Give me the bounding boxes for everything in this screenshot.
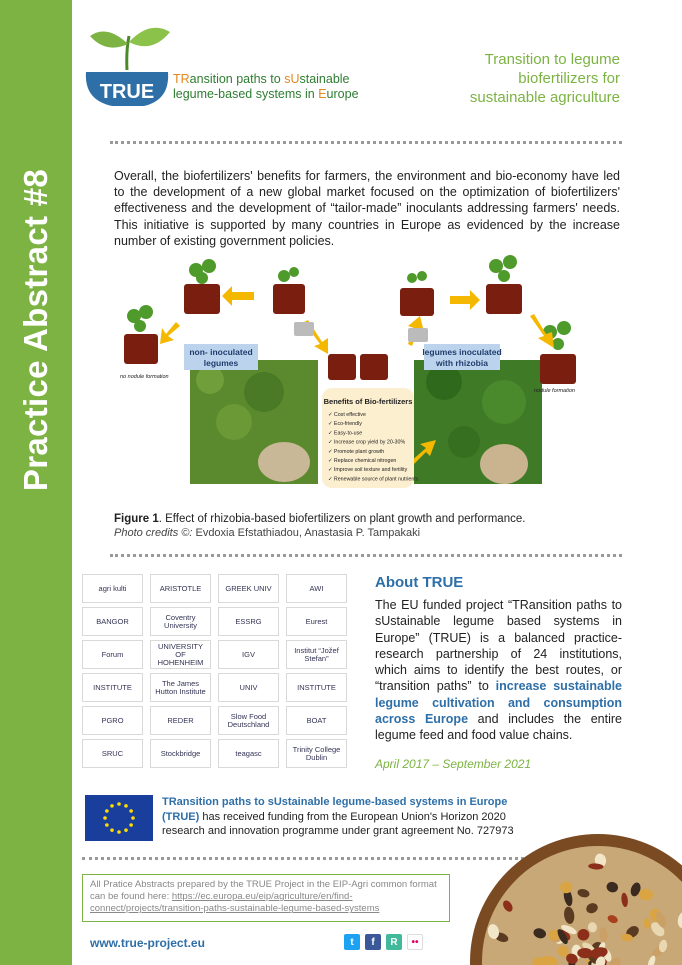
pot (124, 334, 158, 364)
eu-star (131, 816, 135, 820)
svg-text:Benefits of Bio-fertilizers: Benefits of Bio-fertilizers (323, 397, 413, 406)
eu-star (110, 804, 114, 808)
partner-logo: ESSRG (218, 607, 279, 636)
figure-caption: Figure 1. Effect of rhizobia-based biofertilizers on plant growth and performance. (114, 513, 526, 525)
partner-logo: teagasc (218, 739, 279, 768)
benefit-item: ✓ Promote plant growth (328, 448, 385, 455)
benefit-item: ✓ Increase crop yield by 20-30% (328, 439, 406, 446)
partner-logo: GREEK UNIV (218, 574, 279, 603)
benefit-item: ✓ Improve soil texture and fertility (328, 467, 408, 474)
svg-text:legumes inoculated: legumes inoculated (422, 347, 502, 357)
eu-star (124, 804, 128, 808)
partner-logo: INSTITUTE (286, 673, 347, 702)
svg-text:legumes: legumes (203, 358, 239, 368)
photo-credits: Photo credits ©: Evdoxia Efstathiadou, Anastasia P. Tampakaki (114, 527, 421, 539)
pot (400, 288, 434, 316)
partner-logo: SRUC (82, 739, 143, 768)
benefit-item: ✓ Eco-friendly (328, 421, 362, 428)
benefit-item: ✓ Renewable source of plant nutrients (328, 476, 419, 483)
funding-statement: TRansition paths to sUstainable legume-based systems in Europe (TRUE) has received funding from the European Union's Horizon 2020 research and innovation programme under grant agreement No. 727973 (162, 796, 514, 837)
partner-logo: Forum (82, 640, 143, 669)
eu-star (117, 830, 121, 834)
eu-star (124, 828, 128, 832)
partner-logo: agri kulti (82, 574, 143, 603)
pot (360, 354, 388, 380)
partner-logo: UNIV (218, 673, 279, 702)
intro-paragraph: Overall, the biofertilizers' benefits for farmers, the environment and bio-economy have led to the development of a new global market focused on the optimization of biofertilizers' effectiveness and the development of “tailor-made” inoculants addressing farmers' needs. This initiative is supported by many countries in Europe as evidenced by the increase number of existing government policies. (114, 169, 620, 248)
eu-flag-icon (85, 795, 153, 841)
benefit-item: ✓ Cost effective (328, 412, 366, 418)
partner-logo: ARISTOTLE (150, 574, 211, 603)
pot (328, 354, 356, 380)
social-links (344, 934, 423, 950)
partner-logo: Institut “Jožef Stefan” (286, 640, 347, 669)
about-title: About TRUE (375, 574, 464, 591)
header-tagline: Transition to legume biofertilizers for sustainable agriculture (469, 51, 620, 106)
pot (486, 284, 522, 314)
website-link[interactable]: www.true-project.eu (90, 936, 205, 950)
divider (110, 554, 622, 557)
eu-star (105, 809, 109, 813)
partner-logo: Coventry University (150, 607, 211, 636)
partner-logo: BOAT (286, 706, 347, 735)
sidebar-band (0, 0, 72, 965)
svg-text:with rhizobia: with rhizobia (436, 358, 488, 368)
figure-rhizobia (114, 252, 622, 508)
twitter-icon[interactable]: t (344, 934, 360, 950)
pot (184, 284, 220, 314)
about-text: The EU funded project “TRansition paths to sUstainable legume based systems in Europe” (TRUE) is a balanced practice-research partnership of 24 institutions, which aims to identify the best routes, or “transition paths” to increase sustainable legume cultivation and consumption across Europe and includes the entire legume feed and food value chains. (375, 598, 623, 743)
eu-star (129, 823, 133, 827)
eu-star (117, 802, 121, 806)
researchgate-icon[interactable]: R (386, 934, 402, 950)
partner-logo: Slow Food Deutschland (218, 706, 279, 735)
legume-bowl-image (458, 812, 682, 965)
benefit-item: ✓ Easy-to-use (328, 430, 363, 437)
logo-word: TRUE (99, 81, 155, 103)
pot (273, 284, 305, 314)
eu-star (110, 828, 114, 832)
partner-logo: Trinity College Dublin (286, 739, 347, 768)
partner-logo: BANGOR (82, 607, 143, 636)
practice-abstract-title: Practice Abstract #8 (17, 168, 54, 492)
partner-logo: UNIVERSITY OF HOHENHEIM (150, 640, 211, 669)
abstracts-note: All Pratice Abstracts prepared by the TRUE Project in the EIP-Agri common format can be found here: https://ec.europa.eu/eip/agriculture/en/find-connect/projects/transition-paths-sustainable-legume-based-systems (82, 874, 450, 922)
svg-text:no nodule formation: no nodule formation (120, 374, 169, 380)
svg-text:nodule formation: nodule formation (534, 388, 575, 394)
partner-logo: Stockbridge (150, 739, 211, 768)
flickr-icon[interactable]: •• (407, 934, 423, 950)
partner-logo: AWI (286, 574, 347, 603)
partner-logo: IGV (218, 640, 279, 669)
eip-agri-link[interactable]: https://ec.europa.eu/eip/agriculture/en/find-connect/projects/transition-paths-sustainable-legume-based-systems (90, 891, 380, 915)
facebook-icon[interactable]: f (365, 934, 381, 950)
logo-tagline: TRansition paths to sUstainable legume-based systems in Europe (173, 72, 359, 101)
partner-logo: The James Hutton Institute (150, 673, 211, 702)
eu-star (105, 823, 109, 827)
true-logo (82, 26, 172, 108)
partner-logo: REDER (150, 706, 211, 735)
svg-text:non- inoculated: non- inoculated (189, 347, 253, 357)
eu-star (129, 809, 133, 813)
project-dates: April 2017 – September 2021 (375, 757, 532, 771)
partner-logo: PGRO (82, 706, 143, 735)
eu-star (103, 816, 107, 820)
partner-logos (82, 574, 352, 774)
partner-logo: INSTITUTE (82, 673, 143, 702)
pot (540, 354, 576, 384)
divider (110, 141, 622, 144)
partner-logo: Eurest (286, 607, 347, 636)
benefit-item: ✓ Replace chemical nitrogen (328, 458, 397, 464)
